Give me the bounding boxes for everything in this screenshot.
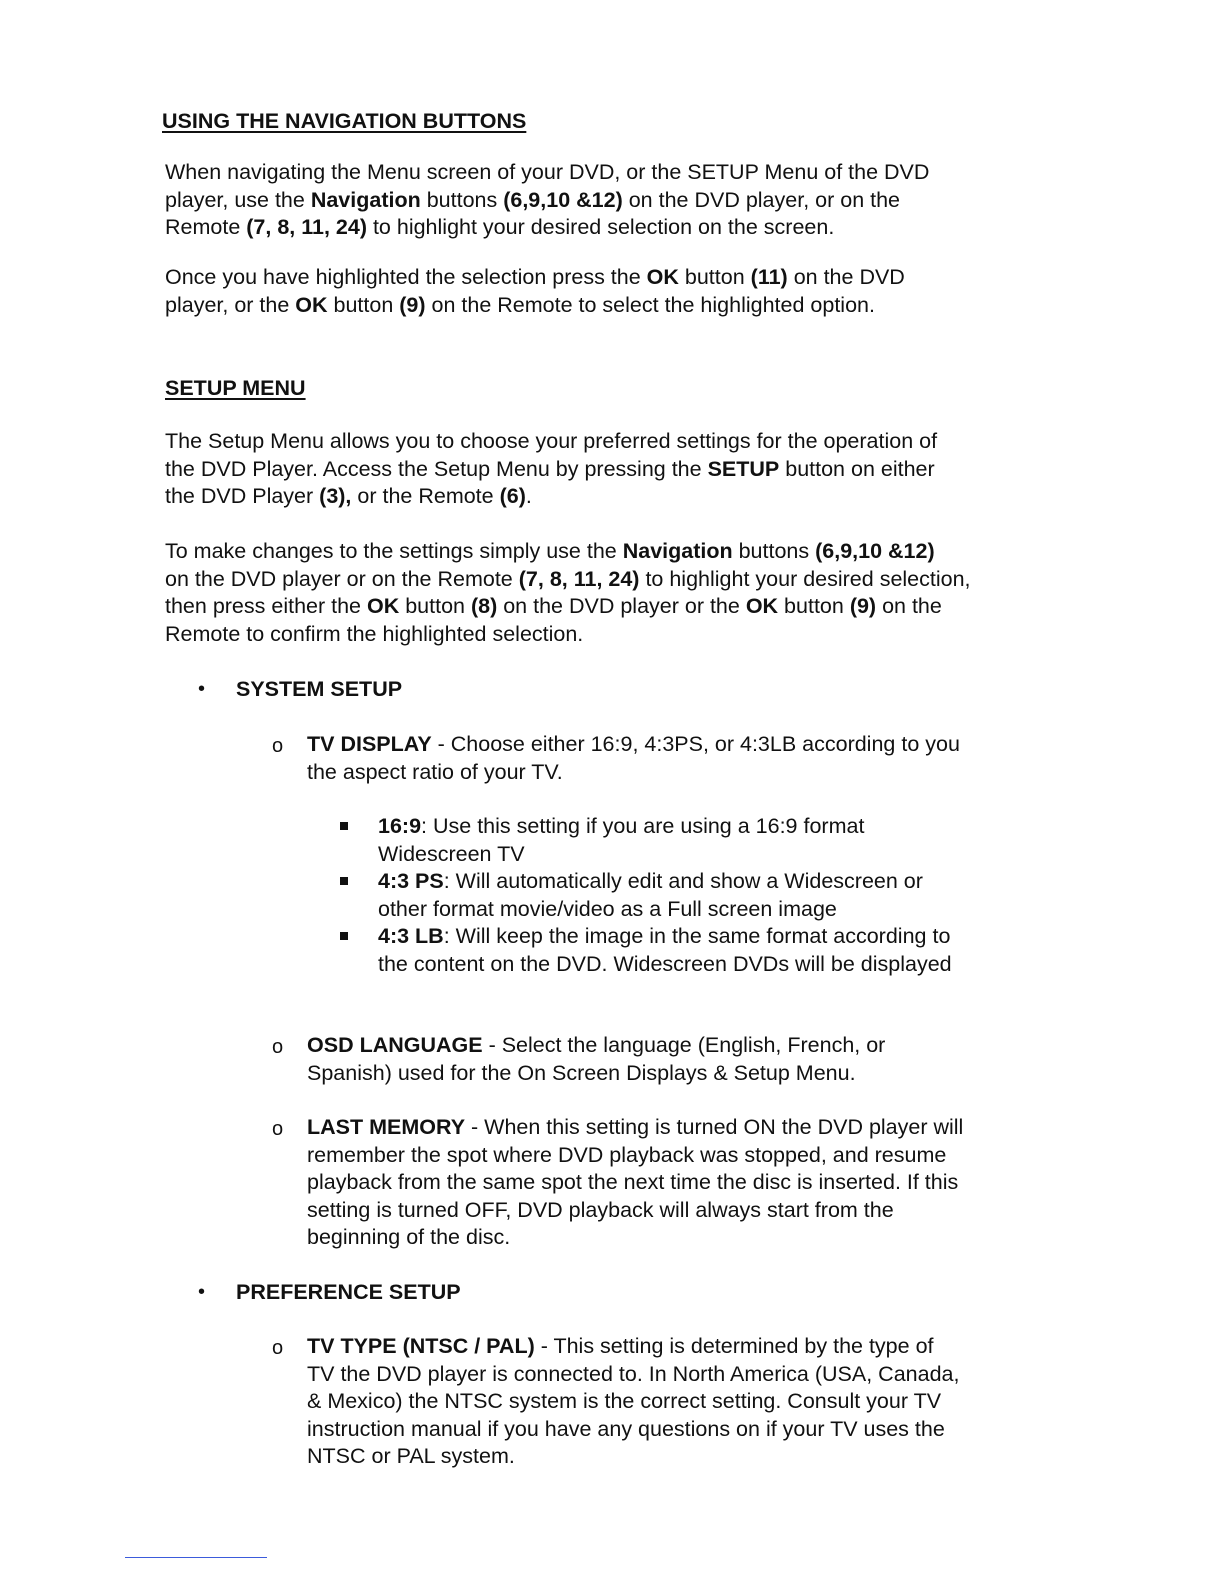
tv-type-item: TV TYPE (NTSC / PAL) - This setting is determined by the type of TV the DVD player is connected to. In North America (USA, Canada, & Mexico) the NTSC system is the correct setting. Consult your TV instruction manual if you have any questions on if your TV uses the NTSC or PAL system. [307,1334,960,1468]
circle-bullet-last-memory: o [272,1118,284,1140]
option-4-3-ps: 4:3 PS: Will automatically edit and show a Widescreen or other format movie/video as a Full screen image [378,869,923,921]
nav-heading: USING THE NAVIGATION BUTTONS [162,109,527,133]
square-bullet-16-9 [340,822,348,830]
circle-bullet-osd-language: o [272,1036,284,1058]
osd-language-item: OSD LANGUAGE - Select the language (English, French, or Spanish) used for the On Screen Displays & Setup Menu. [307,1033,886,1085]
nav-paragraph-2: Once you have highlighted the selection press the OK button (11) on the DVD player, or the OK button (9) on the Remote to select the highlighted option. [165,265,905,317]
bullet-system-setup: • [198,678,206,700]
preference-setup-title: PREFERENCE SETUP [236,1280,461,1304]
setup-heading: SETUP MENU [165,376,306,400]
tv-display-item: TV DISPLAY - Choose either 16:9, 4:3PS, or 4:3LB according to you the aspect ratio of your TV. [307,732,960,784]
circle-bullet-tv-display: o [272,735,284,757]
square-bullet-4-3-lb [340,932,348,940]
option-4-3-lb: 4:3 LB: Will keep the image in the same format according to the content on the DVD. Widescreen DVDs will be displayed [378,924,952,976]
last-memory-item: LAST MEMORY - When this setting is turned ON the DVD player will remember the spot where DVD playback was stopped, and resume playback from the same spot the next time the disc is inserted. If this setting is turned OFF, DVD playback will always start from the beginning of the disc. [307,1115,964,1249]
circle-bullet-tv-type: o [272,1337,284,1359]
footer-rule [125,1557,267,1558]
square-bullet-4-3-ps [340,877,348,885]
nav-paragraph-1: When navigating the Menu screen of your DVD, or the SETUP Menu of the DVD player, use the Navigation buttons (6,9,10 &12) on the DVD player, or on the Remote (7, 8, 11, 24) to highlight your desired selection on the screen. [165,160,930,239]
bullet-preference-setup: • [198,1281,206,1303]
option-16-9: 16:9: Use this setting if you are using a 16:9 format Widescreen TV [378,814,865,866]
setup-paragraph-2: To make changes to the settings simply use the Navigation buttons (6,9,10 &12) on the DVD player or on the Remote (7, 8, 11, 24) to highlight your desired selection, then press either the OK button (8) on the DVD player or the OK button (9) on the Remote to confirm the highlighted selection. [165,539,971,646]
setup-paragraph-1: The Setup Menu allows you to choose your preferred settings for the operation of the DVD Player. Access the Setup Menu by pressing the SETUP button on either the DVD Player (3), or the Remote (6). [165,429,938,508]
system-setup-title: SYSTEM SETUP [236,677,403,701]
